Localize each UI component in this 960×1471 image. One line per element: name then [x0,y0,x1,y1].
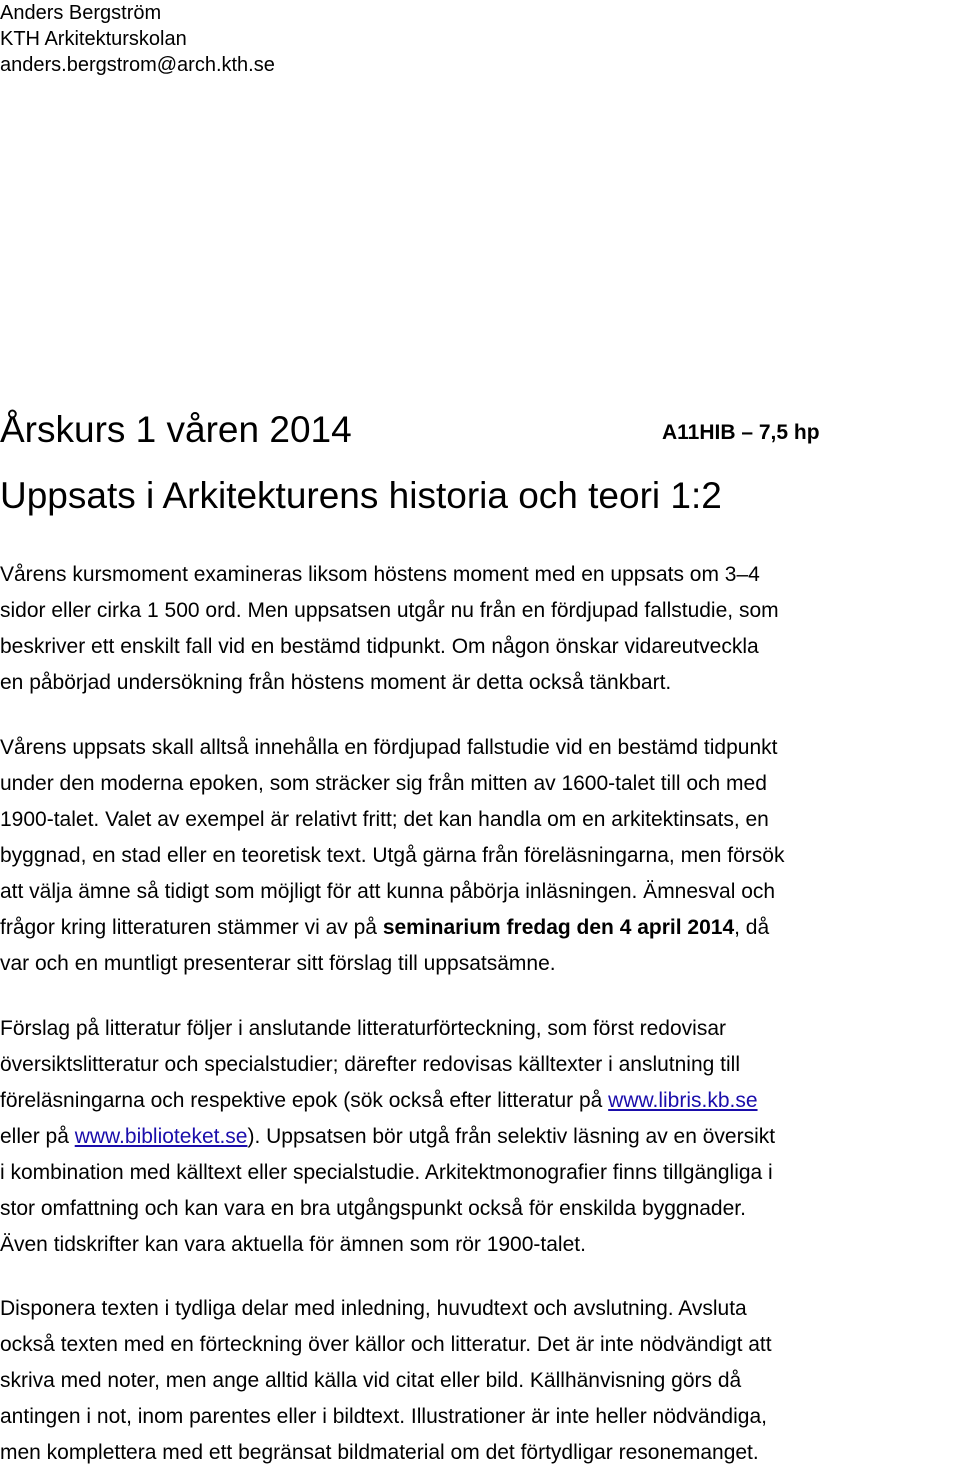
paragraph-line: Vårens uppsats skall alltså innehålla en fördjupad fallstudie vid en bestämd tidpunkt [0,736,778,759]
author-institution: KTH Arkitekturskolan [0,28,187,50]
paragraph-line: var och en muntligt presenterar sitt förslag till uppsatsämne. [0,952,556,975]
paragraph-line: Disponera texten i tydliga delar med inledning, huvudtext och avslutning. Avsluta [0,1297,747,1320]
paragraph-line: också texten med en förteckning över källor och litteratur. Det är inte nödvändigt att [0,1333,772,1356]
page-title: Uppsats i Arkitekturens historia och teori 1:2 [0,475,722,516]
paragraph-line: Även tidskrifter kan vara aktuella för ämnen som rör 1900-talet. [0,1233,586,1256]
paragraph-line: stor omfattning och kan vara en bra utgångspunkt också för enskilda byggnader. [0,1197,746,1220]
text-run: , då [734,916,770,939]
biblioteket-link[interactable]: www.biblioteket.se [74,1125,248,1148]
paragraph-line: 1900-talet. Valet av exempel är relativt fritt; det kan handla om en arkitektinsats, en [0,808,769,831]
libris-link[interactable]: www.libris.kb.se [608,1089,758,1112]
paragraph-intro [0,557,960,701]
paragraph-line [0,910,960,946]
text-run: frågor kring litteraturen stämmer vi av på [0,916,383,939]
author-name: Anders Bergström [0,2,162,24]
course-code: A11HIB – 7,5 hp [662,421,820,444]
title-row [0,404,960,456]
paragraph-case-study [0,730,960,982]
year-title: Årskurs 1 våren 2014 [0,409,352,450]
paragraph-line: skriva med noter, men ange alltid källa vid citat eller bild. Källhänvisning görs då [0,1369,742,1392]
paragraph-structure [0,1291,960,1471]
paragraph-line: översiktslitteratur och specialstudier; därefter redovisas källtexter i anslutning till [0,1053,740,1076]
paragraph-line: men komplettera med ett begränsat bildmaterial om det förtydligar resonemanget. [0,1441,759,1464]
paragraph-line: under den moderna epoken, som sträcker sig från mitten av 1600-talet till och med [0,772,767,795]
paragraph-line: att välja ämne så tidigt som möjligt för att kunna påbörja inläsningen. Ämnesval och [0,880,776,903]
paragraph-line [0,1083,960,1119]
paragraph-line: sidor eller cirka 1 500 ord. Men uppsatsen utgår nu från en fördjupad fallstudie, som [0,599,779,622]
paragraph-literature [0,1011,960,1263]
paragraph-line: antingen i not, inom parentes eller i bildtext. Illustrationer är inte heller nödvändiga, [0,1405,767,1428]
text-run: eller på [0,1125,75,1148]
paragraph-line: en påbörjad undersökning från höstens moment är detta också tänkbart. [0,671,672,694]
text-run: ). Uppsatsen bör utgå från selektiv läsning av en översikt [247,1125,776,1148]
author-email: anders.bergstrom@arch.kth.se [0,54,275,76]
paragraph-line [0,1119,960,1155]
paragraph-line: Vårens kursmoment examineras liksom höstens moment med en uppsats om 3–4 [0,563,760,586]
text-run: föreläsningarna och respektive epok (sök också efter litteratur på [0,1089,609,1112]
seminar-date: seminarium fredag den 4 april 2014 [382,916,735,939]
paragraph-line: i kombination med källtext eller specialstudie. Arkitektmonografier finns tillgängliga i [0,1161,773,1184]
author-block [0,0,275,78]
paragraph-line: Förslag på litteratur följer i anslutande litteraturförteckning, som först redovisar [0,1017,726,1040]
paragraph-line: byggnad, en stad eller en teoretisk text. Utgå gärna från föreläsningarna, men försök [0,844,785,867]
paragraph-line: beskriver ett enskilt fall vid en bestämd tidpunkt. Om någon önskar vidareutveckla [0,635,759,658]
